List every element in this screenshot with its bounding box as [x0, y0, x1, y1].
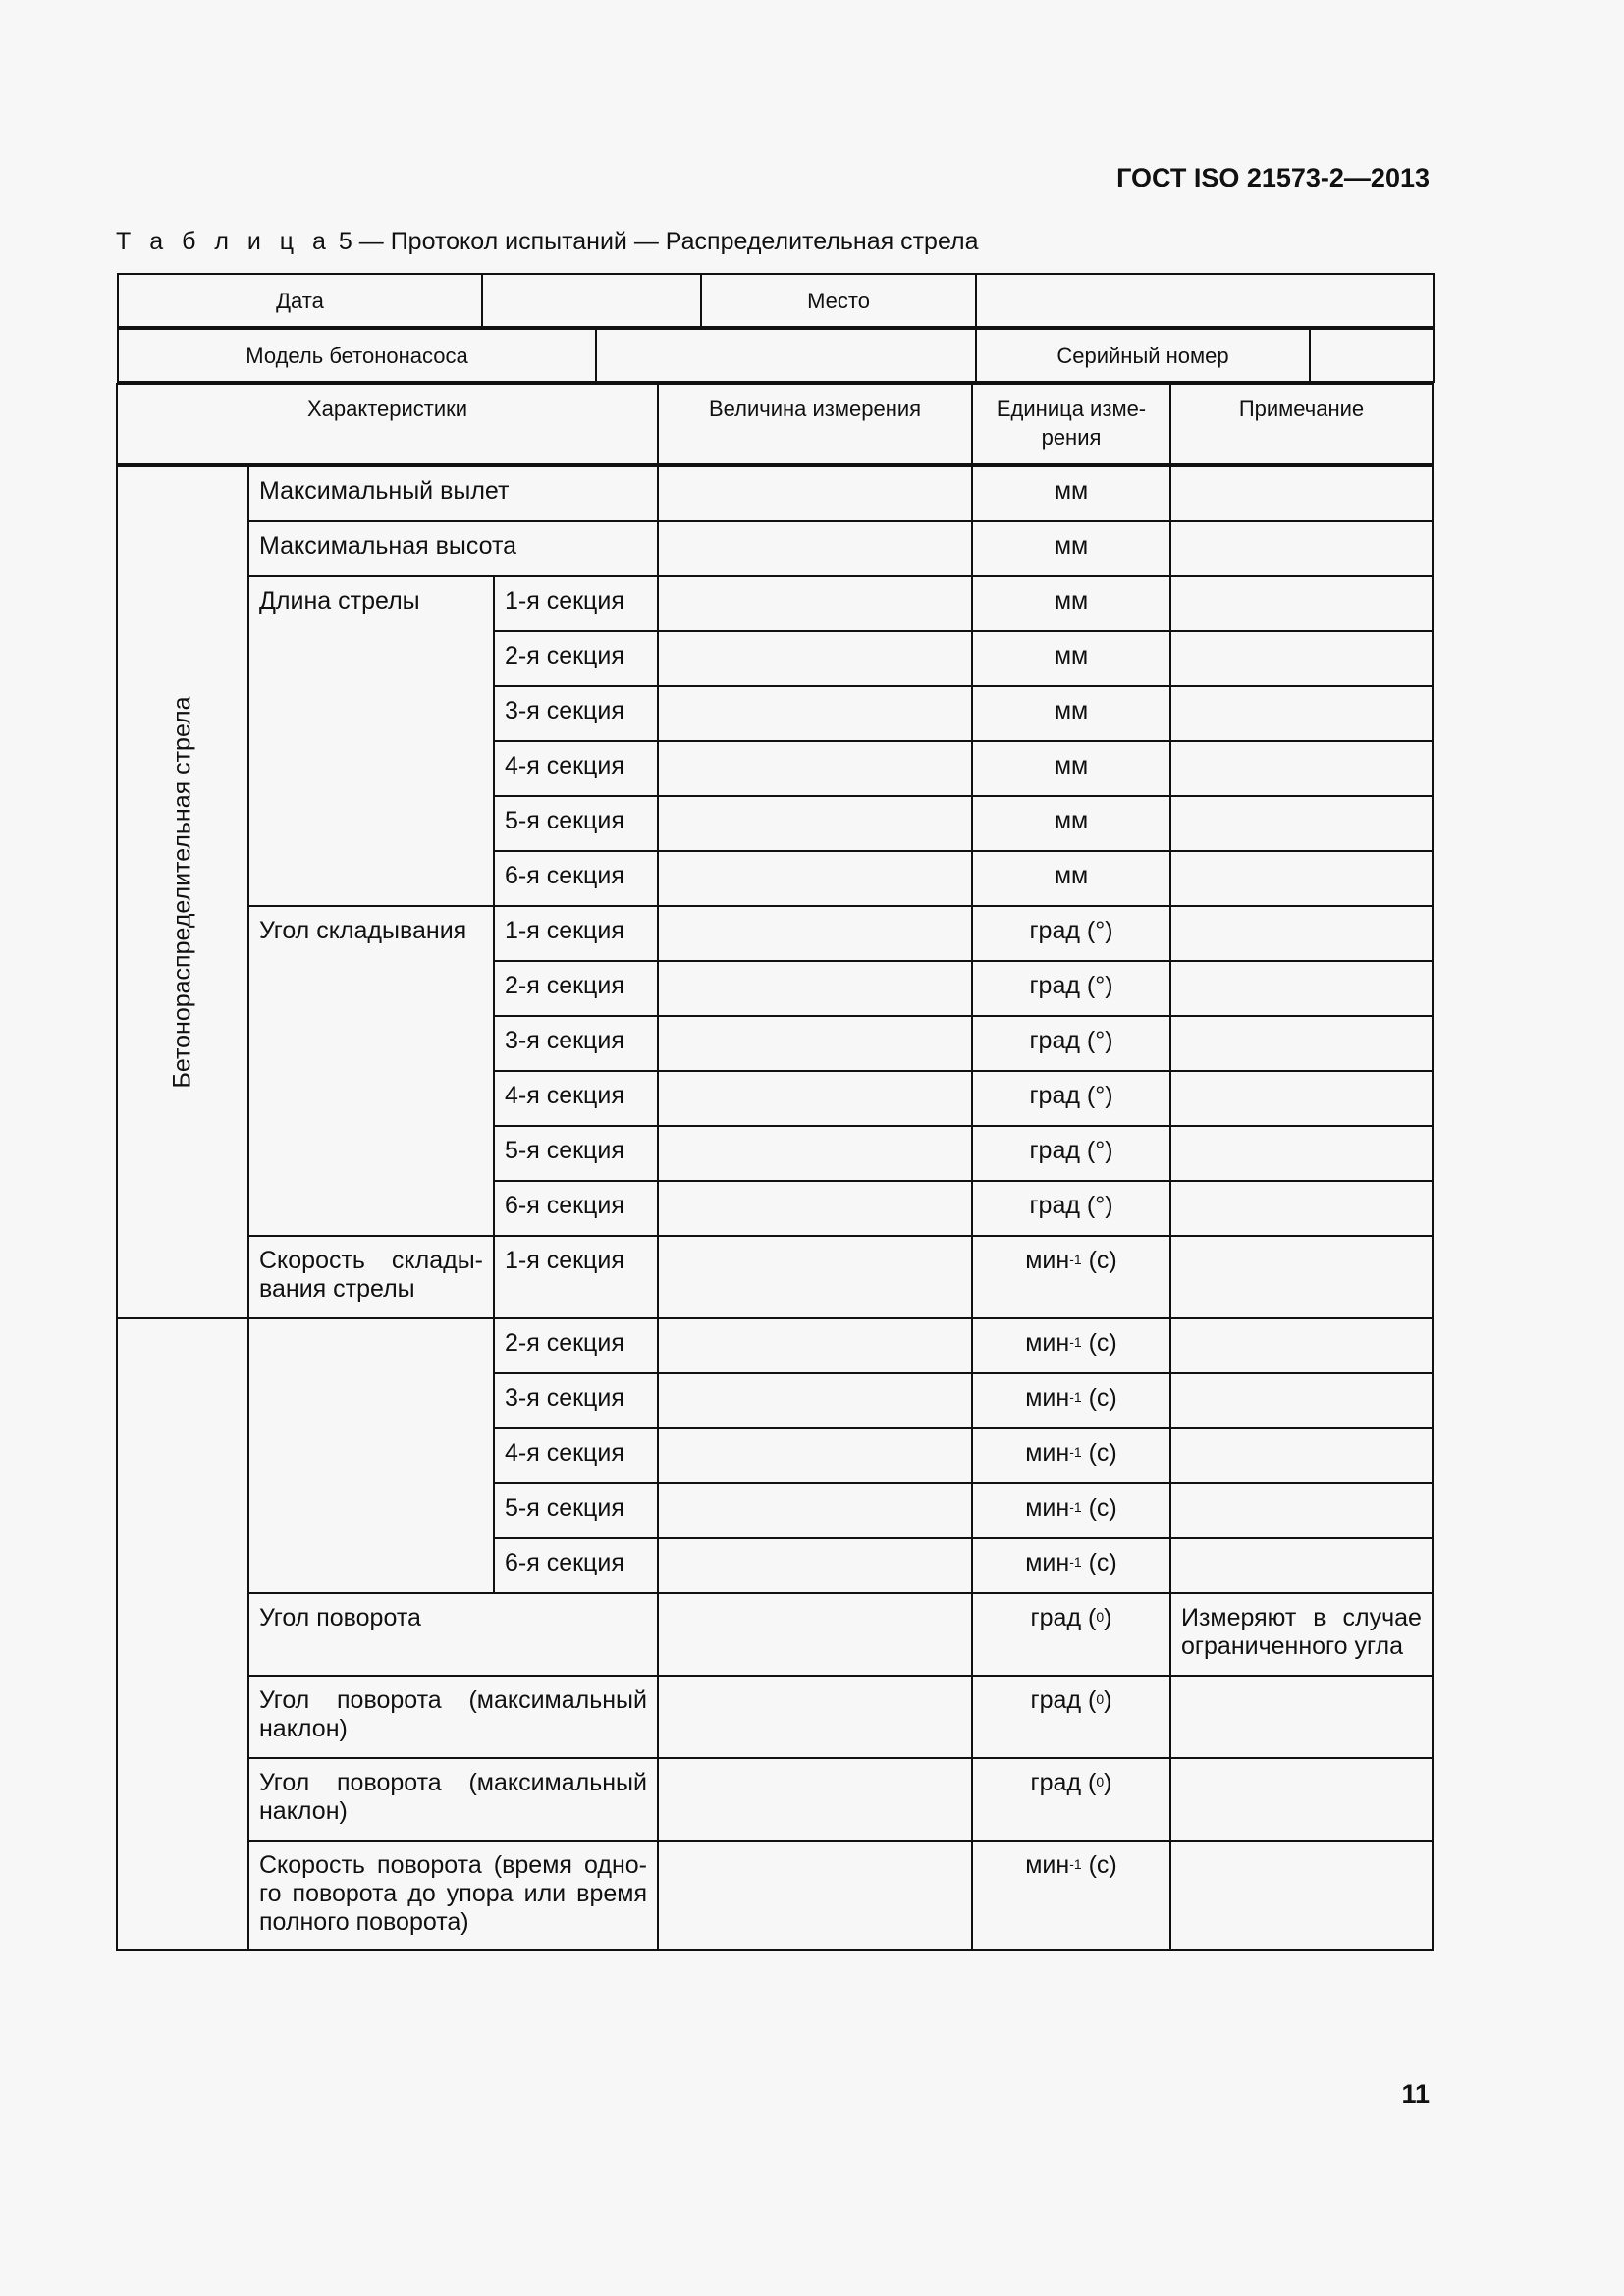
value-cell [658, 521, 972, 576]
unit-label: мм [1054, 697, 1089, 724]
value-cell [658, 1071, 972, 1126]
section-cell [494, 1483, 658, 1538]
note-cell [1170, 1318, 1433, 1373]
value-cell [658, 1593, 972, 1676]
note-cell [1170, 1483, 1433, 1538]
date-label: Дата [118, 274, 482, 327]
unit-cell [972, 961, 1170, 1016]
value-cell [658, 1181, 972, 1236]
value-cell [658, 741, 972, 796]
value-cell [658, 1236, 972, 1318]
section-label: 4-я секция [505, 1082, 624, 1109]
date-field[interactable] [482, 274, 701, 327]
unit-label: град (°) [1029, 972, 1113, 999]
unit-cell [972, 1428, 1170, 1483]
unit-cell [972, 1841, 1170, 1950]
section-label: 6-я секция [505, 1192, 624, 1219]
unit-label: мм [1054, 477, 1089, 505]
unit-label: мм [1054, 752, 1089, 779]
value-cell [658, 1676, 972, 1758]
row-label: Максимальная высота [259, 532, 517, 560]
unit-label: град ($^0$) [1030, 1604, 1112, 1631]
value-cell [658, 465, 972, 521]
row-label: Угол поворота (максимальный наклон) [259, 1686, 647, 1742]
unit-label: град (°) [1029, 1082, 1113, 1109]
table-row [117, 1593, 1433, 1676]
unit-cell [972, 686, 1170, 741]
unit-label: мм [1054, 807, 1089, 834]
section-cell [494, 741, 658, 796]
place-label: Место [701, 274, 976, 327]
section-label: 1-я секция [505, 1247, 624, 1274]
section-label: 3-я секция [505, 697, 624, 724]
value-cell [658, 851, 972, 906]
section-label: 1-я секция [505, 587, 624, 614]
unit-label: мин$^{-1}$ (с) [1025, 1549, 1117, 1576]
unit-cell [972, 465, 1170, 521]
unit-cell [972, 1538, 1170, 1593]
serial-field[interactable] [1310, 329, 1434, 382]
unit-label: мм [1054, 587, 1089, 614]
unit-cell [972, 1483, 1170, 1538]
col-head-value: Величина измерения [708, 397, 922, 421]
section-label: 5-я секция [505, 807, 624, 834]
section-cell [494, 1538, 658, 1593]
unit-cell [972, 796, 1170, 851]
col-head-note: Примечание [1238, 397, 1365, 421]
note-cell [1170, 686, 1433, 741]
unit-cell [972, 1758, 1170, 1841]
group-cell-continued [117, 1318, 248, 1950]
value-cell [658, 1538, 972, 1593]
meta-row [117, 273, 1433, 384]
row-rotation-speed [248, 1841, 658, 1950]
col-head-characteristics: Характеристики [306, 397, 468, 421]
unit-cell [972, 906, 1170, 961]
row-rotation-angle-tilt [248, 1758, 658, 1841]
section-cell [494, 1428, 658, 1483]
unit-label: мин$^{-1}$ (с) [1025, 1247, 1117, 1274]
unit-label: мин$^{-1}$ (с) [1025, 1384, 1117, 1412]
unit-label: мин$^{-1}$ (с) [1025, 1494, 1117, 1522]
note-cell [1170, 1236, 1433, 1318]
caption-text: 5 — Протокол испытаний — Распределительная стрела [338, 228, 979, 255]
col-unit [972, 384, 1170, 465]
row-label: Длина стрелы [259, 587, 420, 614]
unit-cell [972, 631, 1170, 686]
col-head-unit: Единица изме-рения [996, 397, 1147, 450]
unit-label: мин$^{-1}$ (с) [1025, 1329, 1117, 1357]
note-cell [1170, 851, 1433, 906]
row-label: Угол складывания [259, 917, 467, 944]
document-code: ГОСТ ISO 21573-2—2013 [1116, 163, 1430, 192]
note-cell [1170, 1538, 1433, 1593]
section-label: 3-я секция [505, 1384, 624, 1412]
col-note [1170, 384, 1433, 465]
row-fold-speed [248, 1236, 494, 1318]
section-cell [494, 1236, 658, 1318]
value-cell [658, 1126, 972, 1181]
unit-cell [972, 1016, 1170, 1071]
group-cell [117, 465, 248, 1318]
note-cell [1170, 576, 1433, 631]
section-cell [494, 1071, 658, 1126]
section-label: 6-я секция [505, 1549, 624, 1576]
value-cell [658, 1841, 972, 1950]
meta-table [117, 273, 1435, 328]
unit-label: мм [1054, 532, 1089, 560]
unit-cell [972, 1593, 1170, 1676]
note-cell [1170, 741, 1433, 796]
value-cell [658, 1318, 972, 1373]
note-cell [1170, 1676, 1433, 1758]
unit-cell [972, 1318, 1170, 1373]
unit-label: град ($^0$) [1030, 1686, 1112, 1714]
row-max-height [248, 521, 658, 576]
meta-table-2 [117, 328, 1435, 383]
unit-cell [972, 851, 1170, 906]
section-cell [494, 576, 658, 631]
note-cell [1170, 961, 1433, 1016]
note-cell [1170, 1126, 1433, 1181]
note-cell [1170, 1428, 1433, 1483]
section-cell [494, 796, 658, 851]
section-label: 2-я секция [505, 642, 624, 669]
unit-cell [972, 1236, 1170, 1318]
unit-label: град (°) [1029, 1192, 1113, 1219]
unit-cell [972, 576, 1170, 631]
note-cell [1170, 906, 1433, 961]
table-row [117, 1676, 1433, 1758]
section-label: 2-я секция [505, 972, 624, 999]
note-text: Измеряют в случае ограниченного угла [1181, 1604, 1422, 1660]
note-cell [1170, 1841, 1433, 1950]
section-label: 2-я секция [505, 1329, 624, 1357]
value-cell [658, 961, 972, 1016]
unit-cell [972, 521, 1170, 576]
table-row [117, 1841, 1433, 1950]
row-rotation-angle-tilt [248, 1676, 658, 1758]
table-caption [116, 228, 979, 256]
section-label: 3-я секция [505, 1027, 624, 1054]
row-fold-speed-continued [248, 1318, 494, 1593]
note-cell [1170, 631, 1433, 686]
section-cell [494, 1373, 658, 1428]
section-cell [494, 1126, 658, 1181]
note-cell [1170, 1181, 1433, 1236]
page-number: 11 [1401, 2079, 1430, 2109]
model-field[interactable] [596, 329, 976, 382]
table-row [117, 384, 1433, 465]
place-field[interactable] [976, 274, 1434, 327]
row-label: Скорость склады-вания стрелы [259, 1247, 483, 1303]
section-cell [494, 686, 658, 741]
section-cell [494, 631, 658, 686]
note-cell [1170, 1373, 1433, 1428]
value-cell [658, 1758, 972, 1841]
value-cell [658, 576, 972, 631]
unit-label: мин$^{-1}$ (с) [1025, 1851, 1117, 1879]
table-row [117, 576, 1433, 631]
row-fold-angle [248, 906, 494, 1236]
table-row [117, 906, 1433, 961]
value-cell [658, 1428, 972, 1483]
note-cell [1170, 1016, 1433, 1071]
unit-cell [972, 1676, 1170, 1758]
section-cell [494, 1016, 658, 1071]
col-characteristics [117, 384, 658, 465]
unit-label: град (°) [1029, 917, 1113, 944]
unit-cell [972, 1126, 1170, 1181]
row-label: Угол поворота (максимальный наклон) [259, 1769, 647, 1825]
row-label: Максимальный вылет [259, 477, 510, 505]
unit-label: град (°) [1029, 1027, 1113, 1054]
section-label: 4-я секция [505, 1439, 624, 1467]
value-cell [658, 1373, 972, 1428]
unit-label: мм [1054, 642, 1089, 669]
serial-label: Серийный номер [976, 329, 1310, 382]
value-cell [658, 686, 972, 741]
unit-label: мм [1054, 862, 1089, 889]
note-cell [1170, 1071, 1433, 1126]
section-cell [494, 1181, 658, 1236]
col-value [658, 384, 972, 465]
unit-label: град ($^0$) [1030, 1769, 1112, 1796]
table-row [117, 521, 1433, 576]
section-label: 4-я секция [505, 752, 624, 779]
test-report-table [116, 273, 1434, 1951]
value-cell [658, 631, 972, 686]
table-row [117, 1236, 1433, 1318]
section-cell [494, 906, 658, 961]
section-cell [494, 1318, 658, 1373]
model-label: Модель бетононасоса [118, 329, 596, 382]
note-cell [1170, 1593, 1433, 1676]
section-cell [494, 851, 658, 906]
note-cell [1170, 465, 1433, 521]
row-boom-length [248, 576, 494, 906]
section-cell [494, 961, 658, 1016]
unit-label: град (°) [1029, 1137, 1113, 1164]
unit-cell [972, 1373, 1170, 1428]
value-cell [658, 906, 972, 961]
note-cell [1170, 796, 1433, 851]
section-label: 5-я секция [505, 1494, 624, 1522]
value-cell [658, 1016, 972, 1071]
row-max-reach [248, 465, 658, 521]
group-label: Бетонораспределительная стрела [168, 696, 196, 1089]
row-rotation-angle [248, 1593, 658, 1676]
value-cell [658, 1483, 972, 1538]
caption-prefix: Т а б л и ц а [116, 228, 332, 255]
unit-cell [972, 1181, 1170, 1236]
table-row [117, 1318, 1433, 1373]
row-label: Угол поворота [259, 1604, 421, 1631]
note-cell [1170, 521, 1433, 576]
row-label: Скорость поворота (время одно-го поворота до упора или время полного поворота) [259, 1851, 647, 1936]
table-row [117, 465, 1433, 521]
table-row [117, 1758, 1433, 1841]
section-label: 6-я секция [505, 862, 624, 889]
section-label: 5-я секция [505, 1137, 624, 1164]
section-label: 1-я секция [505, 917, 624, 944]
unit-cell [972, 1071, 1170, 1126]
unit-label: мин$^{-1}$ (с) [1025, 1439, 1117, 1467]
note-cell [1170, 1758, 1433, 1841]
value-cell [658, 796, 972, 851]
unit-cell [972, 741, 1170, 796]
